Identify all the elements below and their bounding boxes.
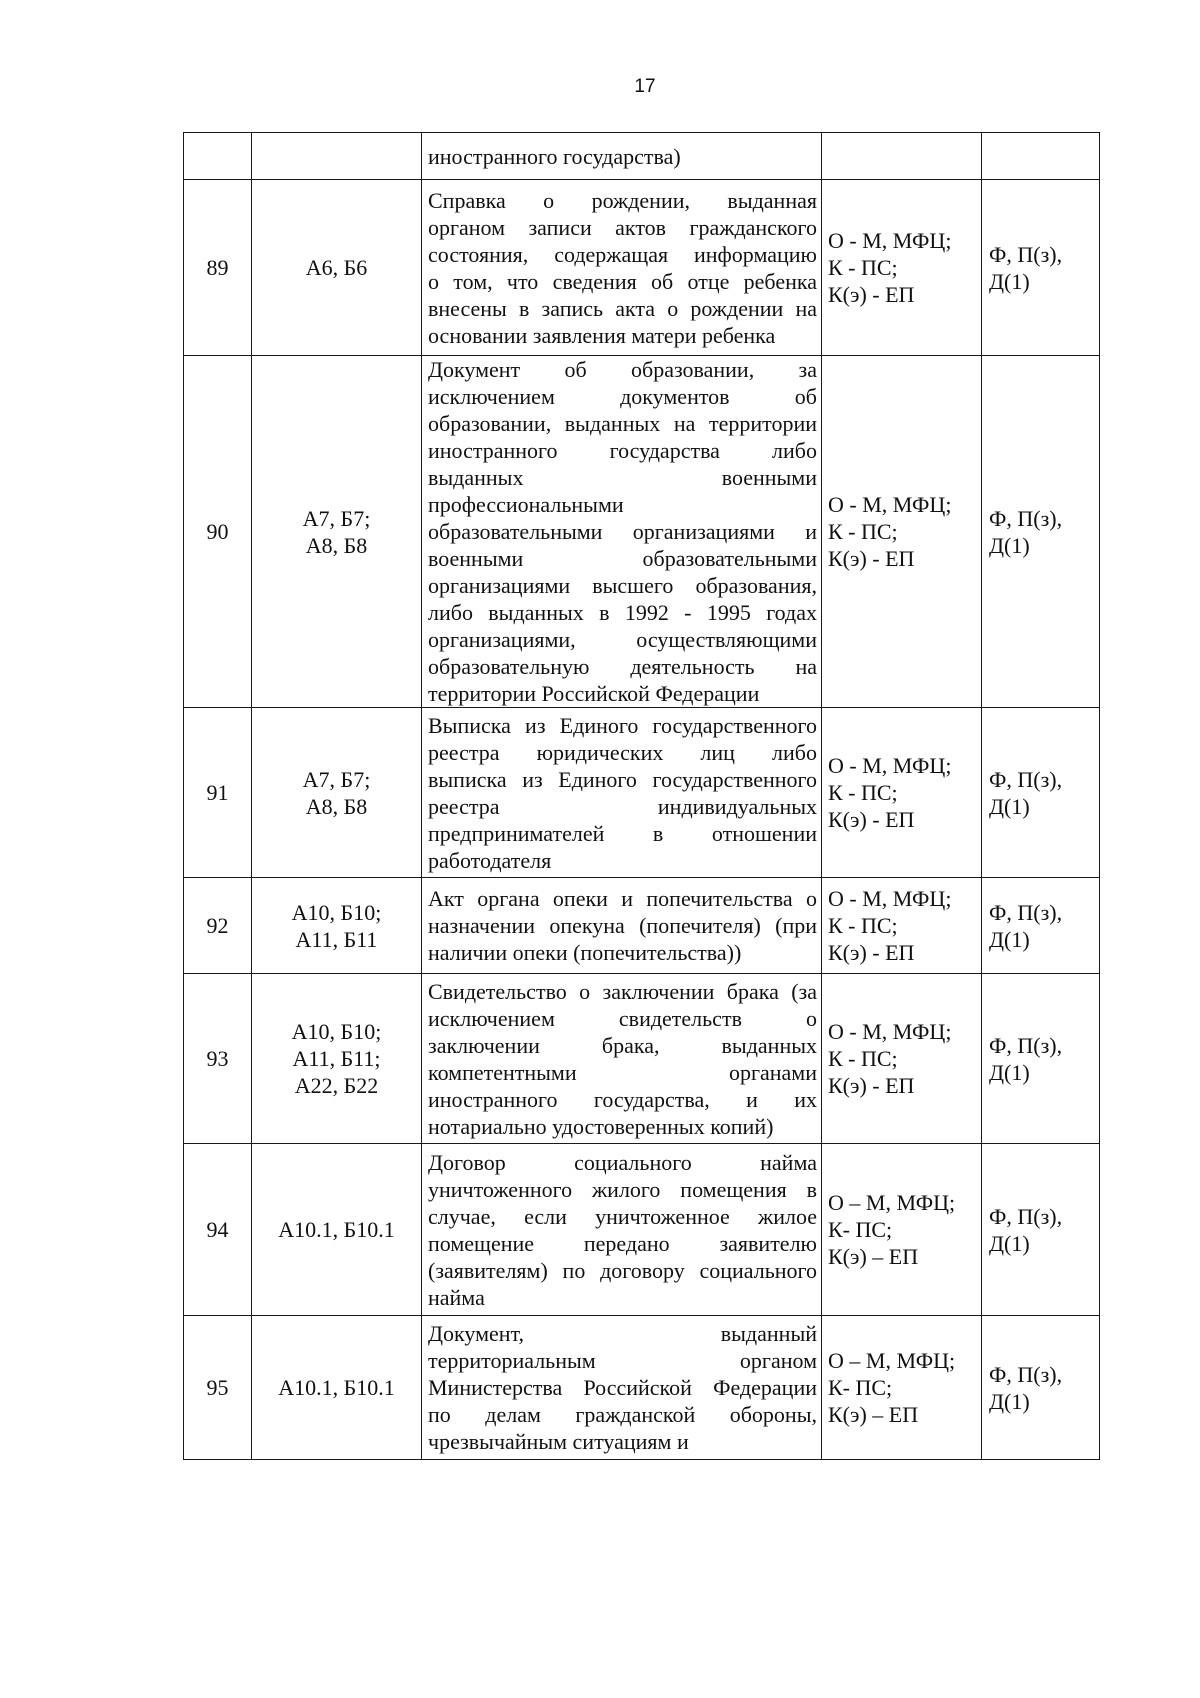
form-line: Ф, П(з), <box>989 1032 1063 1058</box>
document-line: образовательными организациями и <box>428 519 817 544</box>
table-row <box>184 708 1100 878</box>
document-line: организациями, осуществляющими <box>428 627 817 652</box>
table-row <box>184 1316 1100 1460</box>
row-number-cell <box>184 708 252 878</box>
way-line: К(э) - ЕП <box>828 282 915 307</box>
form-line: Д(1) <box>989 1388 1030 1414</box>
document-line: выписка из Единого государственного <box>428 766 817 792</box>
document-line: предпринимателей в отношении <box>428 820 817 846</box>
document-line: работодателя <box>428 847 552 873</box>
forms-cell <box>982 708 1100 878</box>
way-line: К(э) – ЕП <box>828 1402 919 1427</box>
way-line: О - М, МФЦ; <box>828 886 952 911</box>
document-line: чрезвычайным ситуациям и <box>428 1429 689 1454</box>
document-line: Министерства Российской Федерации <box>428 1375 817 1400</box>
document-cell <box>422 974 822 1144</box>
form-line: Ф, П(з), <box>989 766 1063 792</box>
document-line: внесены в запись акта о рождении на <box>428 295 817 321</box>
document-line: заключении брака, выданных <box>428 1032 817 1058</box>
document-line: органом записи актов гражданского <box>428 214 817 240</box>
document-line: исключением свидетельств о <box>428 1005 817 1031</box>
table-row <box>184 180 1100 356</box>
table-body <box>184 133 1100 1460</box>
document-cell <box>422 708 822 878</box>
ways-cell <box>822 133 982 180</box>
document-line: территории Российской Федерации <box>428 681 760 706</box>
table-row <box>184 1144 1100 1316</box>
code-line: А22, Б22 <box>294 1073 379 1098</box>
form-line: Д(1) <box>989 532 1030 558</box>
table-row <box>184 974 1100 1144</box>
way-line: К(э) – ЕП <box>828 1244 919 1269</box>
document-line: реестра индивидуальных <box>428 793 817 819</box>
code-line: А6, Б6 <box>305 255 368 280</box>
ways-cell <box>822 180 982 356</box>
document-cell <box>422 180 822 356</box>
document-cell <box>422 878 822 974</box>
way-line: О - М, МФЦ; <box>828 228 952 253</box>
form-line: Ф, П(з), <box>989 505 1063 531</box>
document-line: Документ, выданный <box>428 1321 817 1346</box>
forms-cell <box>982 1316 1100 1460</box>
form-line: Ф, П(з), <box>989 1361 1063 1387</box>
document-line: профессиональными <box>428 492 624 517</box>
row-number: 92 <box>206 913 229 938</box>
document-cell <box>422 1144 822 1316</box>
ways-cell <box>822 1316 982 1460</box>
document-line: Справка о рождении, выданная <box>428 187 817 213</box>
way-line: К(э) - ЕП <box>828 1073 915 1098</box>
form-line: Д(1) <box>989 1230 1030 1256</box>
forms-cell <box>982 974 1100 1144</box>
document-line: исключением документов об <box>428 384 817 409</box>
row-number-cell <box>184 1316 252 1460</box>
document-line: назначении опекуна (попечителя) (при <box>428 913 817 938</box>
code-line: А10.1, Б10.1 <box>278 1217 395 1242</box>
way-line: О - М, МФЦ; <box>828 753 952 778</box>
document-line: (заявителям) по договору социального <box>428 1257 817 1283</box>
document-line: о том, что сведения об отце ребенка <box>428 268 817 294</box>
document-line: помещение передано заявителю <box>428 1230 817 1256</box>
row-number: 93 <box>206 1046 229 1071</box>
row-number: 91 <box>206 780 229 805</box>
document-line: случае, если уничтоженное жилое <box>428 1203 817 1229</box>
way-line: К(э) - ЕП <box>828 546 915 571</box>
document-cell <box>422 356 822 708</box>
document-line: территориальным органом <box>428 1348 817 1373</box>
document-line: Акт органа опеки и попечительства о <box>428 886 817 911</box>
way-line: О - М, МФЦ; <box>828 492 952 517</box>
document-line: Документ об образовании, за <box>428 357 817 382</box>
document-line: Свидетельство о заключении брака (за <box>428 978 817 1004</box>
forms-cell <box>982 878 1100 974</box>
way-line: К - ПС; <box>828 780 898 805</box>
ways-cell <box>822 878 982 974</box>
document-line: уничтоженного жилого помещения в <box>428 1176 817 1202</box>
document-line: организациями высшего образования, <box>428 573 817 598</box>
document-line: образовательную деятельность на <box>428 654 817 679</box>
way-line: О – М, МФЦ; <box>828 1348 956 1373</box>
document-line: иностранного государства либо <box>428 438 817 463</box>
form-line: Ф, П(з), <box>989 241 1063 267</box>
way-line: К - ПС; <box>828 1046 898 1071</box>
document-line: реестра юридических лиц либо <box>428 739 817 765</box>
document-line: военными образовательными <box>428 546 817 571</box>
codes-cell <box>252 133 422 180</box>
forms-cell <box>982 180 1100 356</box>
row-number-cell <box>184 1144 252 1316</box>
document-line: компетентными органами <box>428 1059 817 1085</box>
form-line: Д(1) <box>989 926 1030 952</box>
code-line: А8, Б8 <box>305 793 368 819</box>
way-line: О – М, МФЦ; <box>828 1190 956 1215</box>
row-number: 95 <box>206 1375 229 1400</box>
code-line: А8, Б8 <box>305 532 368 558</box>
forms-cell <box>982 133 1100 180</box>
code-line: А10, Б10; <box>291 899 382 925</box>
way-line: О - М, МФЦ; <box>828 1019 952 1044</box>
row-number-cell <box>184 356 252 708</box>
form-line: Д(1) <box>989 268 1030 294</box>
table-row <box>184 356 1100 708</box>
way-line: К(э) - ЕП <box>828 807 915 832</box>
way-line: К(э) - ЕП <box>828 940 915 965</box>
document-line: либо выданных в 1992 - 1995 годах <box>428 600 817 625</box>
row-number-cell <box>184 878 252 974</box>
form-line: Д(1) <box>989 1059 1030 1085</box>
document-line: наличии опеки (попечительства)) <box>428 940 742 965</box>
form-line: Д(1) <box>989 793 1030 819</box>
document-line: выданных военными <box>428 465 817 490</box>
way-line: К - ПС; <box>828 913 898 938</box>
document-line: Договор социального найма <box>428 1149 817 1175</box>
way-line: К - ПС; <box>828 255 898 280</box>
number-cell <box>184 133 252 180</box>
ways-cell <box>822 708 982 878</box>
row-number: 90 <box>206 519 229 544</box>
form-line: Ф, П(з), <box>989 899 1063 925</box>
code-line: А7, Б7; <box>302 766 371 792</box>
document-line: иностранного государства, и их <box>428 1086 817 1112</box>
document-line: найма <box>428 1284 485 1310</box>
row-number-cell <box>184 974 252 1144</box>
row-number: 94 <box>206 1217 229 1242</box>
ways-cell <box>822 1144 982 1316</box>
codes-cell <box>252 1316 422 1460</box>
page-number: 17 <box>634 76 656 97</box>
codes-cell <box>252 356 422 708</box>
row-number-cell <box>184 180 252 356</box>
forms-cell <box>982 356 1100 708</box>
table-row <box>184 878 1100 974</box>
forms-cell <box>982 1144 1100 1316</box>
ways-cell <box>822 356 982 708</box>
document-line: образовании, выданных на территории <box>428 411 817 436</box>
code-line: А7, Б7; <box>302 505 371 531</box>
codes-cell <box>252 1144 422 1316</box>
document-line: основании заявления матери ребенка <box>428 322 776 348</box>
document-line: Выписка из Единого государственного <box>428 712 817 738</box>
documents-table <box>183 132 1100 1460</box>
codes-cell <box>252 878 422 974</box>
document-line: состояния, содержащая информацию <box>428 241 817 267</box>
way-line: К - ПС; <box>828 519 898 544</box>
way-line: К- ПС; <box>828 1375 893 1400</box>
way-line: К- ПС; <box>828 1217 893 1242</box>
codes-cell <box>252 180 422 356</box>
document-cell <box>422 1316 822 1460</box>
continuation-row <box>184 133 1100 180</box>
code-line: А11, Б11 <box>295 926 378 952</box>
document-line: по делам гражданской обороны, <box>428 1402 817 1427</box>
code-line: А11, Б11; <box>292 1046 381 1071</box>
code-line: А10, Б10; <box>291 1019 382 1044</box>
code-line: А10.1, Б10.1 <box>278 1375 395 1400</box>
document-cell <box>422 133 822 180</box>
document-line: нотариально удостоверенных копий) <box>428 1113 774 1139</box>
form-line: Ф, П(з), <box>989 1203 1063 1229</box>
codes-cell <box>252 974 422 1144</box>
codes-cell <box>252 708 422 878</box>
ways-cell <box>822 974 982 1144</box>
row-number: 89 <box>206 255 229 280</box>
document-line: иностранного государства) <box>428 143 681 169</box>
